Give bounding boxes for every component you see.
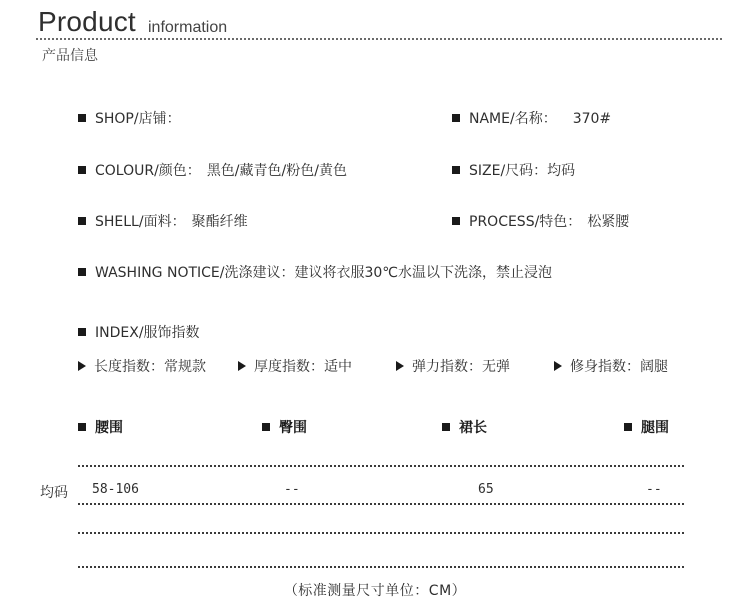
table-cell-length: 65: [478, 482, 494, 497]
process-label: PROCESS/特色：: [469, 214, 582, 230]
washing-label: WASHING NOTICE/洗涤建议：: [95, 265, 295, 281]
square-bullet-icon: [452, 166, 460, 174]
size-field: [452, 160, 575, 180]
triangle-bullet-icon: [554, 361, 562, 371]
unit-note: （标准测量尺寸单位：CM）: [283, 583, 467, 599]
table-row-label: 均码: [40, 485, 68, 501]
shell-field: [78, 211, 248, 231]
name-label: NAME/名称：: [469, 111, 557, 127]
square-bullet-icon: [262, 423, 270, 431]
shell-label: SHELL/面料：: [95, 214, 186, 230]
col-head-label: 腰围: [95, 420, 123, 436]
table-cell-waist: 58-106: [92, 482, 139, 497]
size-value: 均码: [547, 163, 576, 179]
square-bullet-icon: [452, 217, 460, 225]
attr-length: [78, 356, 206, 376]
attr-label: 弹力指数：: [412, 359, 482, 375]
shell-value: 聚酯纤维: [191, 214, 248, 230]
square-bullet-icon: [78, 268, 86, 276]
square-bullet-icon: [452, 114, 460, 122]
shop-label: SHOP/店铺：: [95, 111, 181, 127]
col-head-label: 裙长: [459, 420, 487, 436]
washing-value: 建议将衣服30℃水温以下洗涤，禁止浸泡: [294, 265, 553, 281]
colour-field: [78, 160, 347, 180]
attr-elasticity: [396, 356, 510, 376]
attr-value: 无弹: [482, 359, 510, 375]
square-bullet-icon: [78, 423, 86, 431]
header-cn-title: 产品信息: [42, 48, 98, 64]
table-cell-hip: --: [284, 482, 300, 497]
table-divider: [78, 465, 684, 467]
attr-label: 厚度指数：: [254, 359, 324, 375]
triangle-bullet-icon: [78, 361, 86, 371]
index-heading: [78, 322, 200, 342]
header-subtitle: information: [148, 19, 228, 36]
attr-thickness: [238, 356, 352, 376]
process-field: [452, 211, 629, 231]
name-field: [452, 108, 611, 128]
colour-label: COLOUR/颜色：: [95, 163, 201, 179]
attr-label: 长度指数：: [94, 359, 164, 375]
table-cell-thigh: --: [646, 482, 662, 497]
colour-value: 黑色/藏青色/粉色/黄色: [206, 163, 347, 179]
triangle-bullet-icon: [238, 361, 246, 371]
attr-value: 阔腿: [640, 359, 668, 375]
washing-field: [78, 262, 552, 282]
table-divider: [78, 566, 684, 568]
col-head-waist: [78, 417, 123, 437]
size-label: SIZE/尺码：: [469, 163, 548, 179]
attr-value: 常规款: [164, 359, 206, 375]
table-divider: [78, 532, 684, 534]
attr-fit: [554, 356, 668, 376]
header-divider: [36, 38, 722, 40]
triangle-bullet-icon: [396, 361, 404, 371]
name-value: 370#: [572, 111, 612, 127]
table-divider: [78, 503, 684, 505]
col-head-thigh: [624, 417, 669, 437]
square-bullet-icon: [78, 114, 86, 122]
attr-value: 适中: [324, 359, 352, 375]
square-bullet-icon: [78, 328, 86, 336]
attr-label: 修身指数：: [570, 359, 640, 375]
index-label: INDEX/服饰指数: [95, 325, 200, 341]
square-bullet-icon: [624, 423, 632, 431]
col-head-label: 腿围: [641, 420, 669, 436]
header-title: Product: [38, 6, 136, 37]
col-head-length: [442, 417, 487, 437]
shop-field: [78, 108, 187, 128]
col-head-label: 臀围: [279, 420, 307, 436]
square-bullet-icon: [78, 217, 86, 225]
process-value: 松紧腰: [587, 214, 630, 230]
square-bullet-icon: [442, 423, 450, 431]
square-bullet-icon: [78, 166, 86, 174]
col-head-hip: [262, 417, 307, 437]
